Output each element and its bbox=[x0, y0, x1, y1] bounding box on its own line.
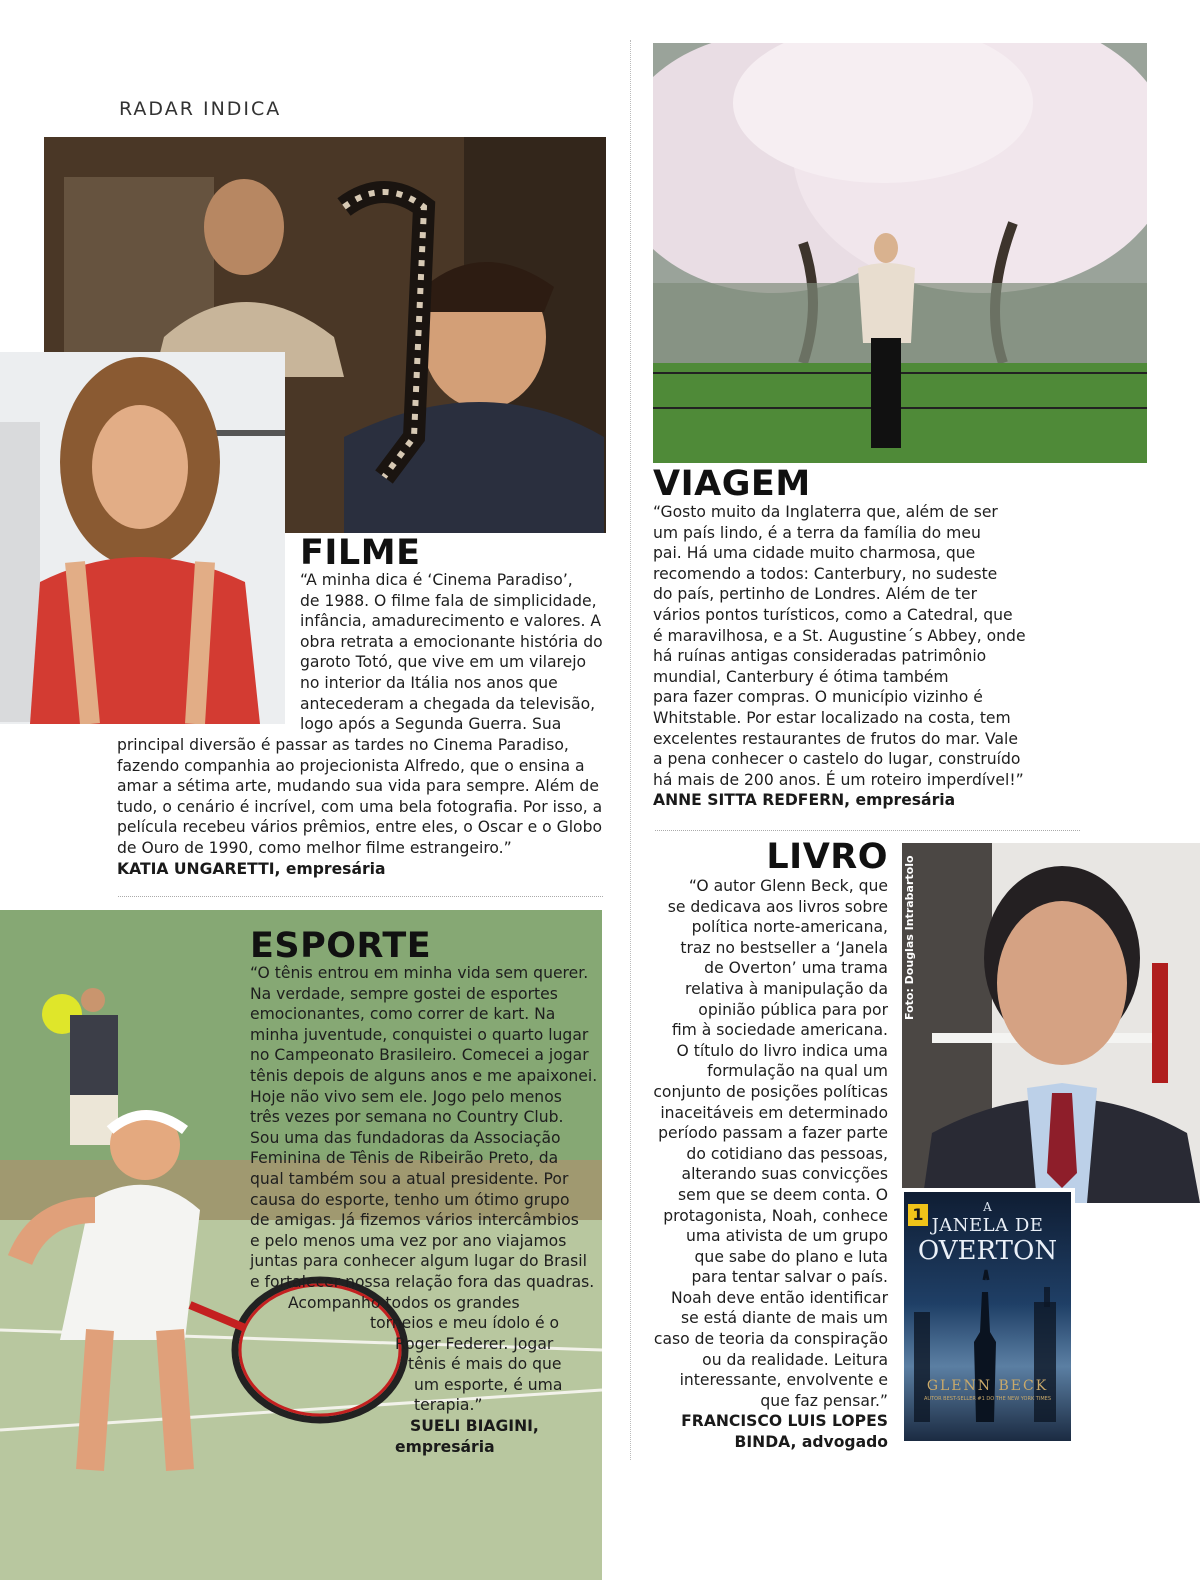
text-line: amar a sétima arte, mudando sua vida para sempre. Além de bbox=[117, 777, 599, 796]
text-line: há mais de 200 anos. É um roteiro imperdível!” bbox=[653, 770, 1024, 789]
text-line: obra retrata a emocionante história do bbox=[300, 632, 603, 651]
text-line: fim à sociedade americana. bbox=[671, 1021, 888, 1040]
livro-signature-line: BINDA, advogado bbox=[734, 1433, 888, 1452]
text-line: de Overton’ uma trama bbox=[704, 959, 888, 978]
text-line: qual também sou a atual presidente. Por bbox=[250, 1169, 569, 1188]
text-line: juntas para conhecer algum lugar do Brasil bbox=[250, 1252, 587, 1271]
viagem-signature: ANNE SITTA REDFERN, empresária bbox=[653, 791, 956, 810]
text-line: Na verdade, sempre gostei de esportes bbox=[250, 984, 558, 1003]
text-line: há ruínas antigas consideradas patrimônio bbox=[653, 647, 987, 666]
filme-text-wide bbox=[117, 735, 607, 879]
text-line: opinião pública para por bbox=[698, 1000, 888, 1019]
text-line: Roger Federer. Jogar bbox=[395, 1334, 554, 1353]
viagem-text bbox=[653, 502, 1073, 811]
divider-filme bbox=[118, 896, 603, 897]
text-line: conjunto de posições políticas bbox=[653, 1082, 888, 1101]
text-line: para fazer compras. O município vizinho é bbox=[653, 688, 983, 707]
text-line: para tentar salvar o país. bbox=[691, 1268, 888, 1287]
text-line: tudo, o cenário é incrível, com uma bela fotografia. Por isso, a bbox=[117, 797, 603, 816]
text-line: alterando suas convicções bbox=[681, 1165, 888, 1184]
divider-viagem bbox=[655, 830, 1080, 831]
livro-text bbox=[640, 876, 888, 1453]
text-line: de amigas. Já fizemos vários intercâmbios bbox=[250, 1211, 579, 1230]
text-line: três vezes por semana no Country Club. bbox=[250, 1108, 564, 1127]
section-label: RADAR INDICA bbox=[119, 98, 282, 120]
text-line: do cotidiano das pessoas, bbox=[686, 1144, 888, 1163]
photo-credit: Foto: Douglas Intrabartolo bbox=[903, 855, 916, 1020]
book-title-line2: OVERTON bbox=[917, 1236, 1058, 1266]
livro-signature-line: FRANCISCO LUIS LOPES bbox=[681, 1412, 888, 1431]
book-title-small: A bbox=[983, 1200, 992, 1214]
text-line: emocionantes, como correr de kart. Na bbox=[250, 1005, 556, 1024]
katia-ungaretti-portrait-photo bbox=[0, 352, 285, 724]
text-line: “O autor Glenn Beck, que bbox=[688, 877, 888, 895]
text-line: um esporte, é uma bbox=[414, 1375, 563, 1394]
text-line: mundial, Canterbury é ótima também bbox=[653, 667, 949, 686]
text-line: torneios e meu ídolo é o bbox=[370, 1314, 560, 1333]
text-line: terapia.” bbox=[414, 1396, 483, 1415]
text-line: e fortalecer nossa relação fora das quadras. bbox=[250, 1272, 595, 1291]
francisco-binda-portrait-photo bbox=[902, 843, 1200, 1203]
text-line: antecederam a chegada da televisão, bbox=[300, 694, 596, 713]
text-line: tênis é mais do que bbox=[408, 1355, 562, 1374]
esporte-heading: ESPORTE bbox=[250, 926, 432, 966]
text-line: do país, pertinho de Londres. Além de ter bbox=[653, 585, 978, 604]
text-line: se dedicava aos livros sobre bbox=[667, 897, 888, 916]
column-divider bbox=[630, 40, 631, 1460]
text-line: minha juventude, conquistei o quarto lugar bbox=[250, 1025, 589, 1044]
text-line: “A minha dica é ‘Cinema Paradiso’, bbox=[300, 571, 573, 589]
text-line: ou da realidade. Leitura bbox=[702, 1350, 888, 1369]
esporte-signature-line: SUELI BIAGINI, bbox=[410, 1417, 539, 1436]
text-line: sem que se deem conta. O bbox=[678, 1185, 888, 1204]
text-line: um país lindo, é a terra da família do meu bbox=[653, 523, 981, 542]
text-line: Acompanho todos os grandes bbox=[288, 1293, 520, 1312]
text-line: no Campeonato Brasileiro. Comecei a jogar bbox=[250, 1046, 589, 1065]
filme-text-narrow bbox=[300, 570, 610, 735]
book-cover-janela-de-overton bbox=[900, 1188, 1075, 1445]
text-line: infância, amadurecimento e valores. A bbox=[300, 612, 602, 631]
text-line: é maravilhosa, e a St. Augustine´s Abbey, onde bbox=[653, 626, 1026, 645]
text-line: logo após a Segunda Guerra. Sua bbox=[300, 715, 562, 734]
text-line: Hoje não vivo sem ele. Jogo pelo menos bbox=[250, 1087, 562, 1106]
text-line: Noah deve então identificar bbox=[670, 1288, 888, 1307]
text-line: a pena conhecer o castelo do lugar, construído bbox=[653, 750, 1021, 769]
text-line: fazendo companhia ao projecionista Alfredo, que o ensina a bbox=[117, 756, 585, 775]
esporte-signature-line: empresária bbox=[395, 1437, 495, 1456]
text-line: no interior da Itália nos anos que bbox=[300, 673, 558, 692]
text-line: “Gosto muito da Inglaterra que, além de ser bbox=[653, 503, 998, 521]
text-line: política norte-americana, bbox=[691, 918, 888, 937]
filme-heading: FILME bbox=[300, 533, 421, 573]
text-line: película recebeu vários prêmios, entre eles, o Oscar e o Globo bbox=[117, 818, 603, 837]
text-line: relativa à manipulação da bbox=[685, 979, 888, 998]
text-line: período passam a fazer parte bbox=[658, 1124, 888, 1143]
text-line: garoto Totó, que vive em um vilarejo bbox=[300, 653, 587, 672]
text-line: que sabe do plano e luta bbox=[694, 1247, 888, 1266]
text-line: pai. Há uma cidade muito charmosa, que bbox=[653, 544, 976, 563]
text-line: “O tênis entrou em minha vida sem querer. bbox=[250, 964, 589, 982]
text-line: Feminina de Tênis de Ribeirão Preto, da bbox=[250, 1149, 559, 1168]
book-title-line1: JANELA DE bbox=[931, 1215, 1044, 1236]
text-line: e pelo menos uma vez por ano viajamos bbox=[250, 1231, 567, 1250]
cherry-blossom-park-photo bbox=[653, 43, 1147, 463]
text-line: se está diante de mais um bbox=[680, 1309, 888, 1328]
filme-signature: KATIA UNGARETTI, empresária bbox=[117, 859, 386, 878]
text-line: inaceitáveis em determinado bbox=[660, 1103, 888, 1122]
text-line: Sou uma das fundadoras da Associação bbox=[250, 1128, 561, 1147]
text-line: vários pontos turísticos, como a Catedral, que bbox=[653, 605, 1013, 624]
book-author: GLENN BECK bbox=[926, 1378, 1049, 1394]
viagem-heading: VIAGEM bbox=[653, 464, 811, 504]
text-line: recomendo a todos: Canterbury, no sudeste bbox=[653, 564, 998, 583]
text-line: tênis depois de alguns anos e me apaixonei. bbox=[250, 1066, 598, 1085]
text-line: formulação na qual um bbox=[707, 1062, 888, 1081]
book-cover-art bbox=[904, 1192, 1071, 1441]
text-line: causa do esporte, tenho um ótimo grupo bbox=[250, 1190, 570, 1209]
esporte-text bbox=[250, 963, 600, 1457]
text-line: principal diversão é passar as tardes no Cinema Paradiso, bbox=[117, 736, 569, 754]
text-line: O título do livro indica uma bbox=[676, 1041, 888, 1060]
text-line: traz no bestseller a ‘Janela bbox=[680, 938, 888, 957]
text-line: excelentes restaurantes de frutos do mar. Vale bbox=[653, 729, 1018, 748]
text-line: de Ouro de 1990, como melhor filme estrangeiro.” bbox=[117, 838, 512, 857]
text-line: protagonista, Noah, conhece bbox=[663, 1206, 888, 1225]
text-line: que faz pensar.” bbox=[760, 1391, 888, 1410]
text-line: Whitstable. Por estar localizado na costa, tem bbox=[653, 708, 1011, 727]
bestseller-badge: 1 bbox=[908, 1204, 928, 1226]
text-line: interessante, envolvente e bbox=[679, 1371, 888, 1390]
text-line: de 1988. O filme fala de simplicidade, bbox=[300, 591, 597, 610]
text-line: uma ativista de um grupo bbox=[685, 1227, 888, 1246]
livro-heading: LIVRO bbox=[766, 837, 888, 877]
book-tagline: AUTOR BEST-SELLER #1 DO THE NEW YORK TIMES bbox=[924, 1396, 1051, 1402]
text-line: caso de teoria da conspiração bbox=[653, 1330, 888, 1349]
